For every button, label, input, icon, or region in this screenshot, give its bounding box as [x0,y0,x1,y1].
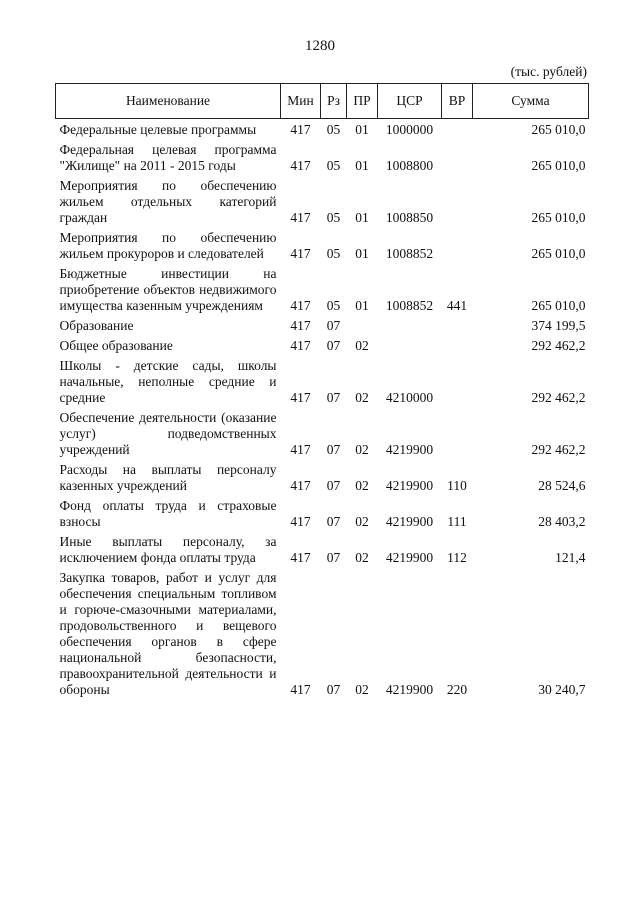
row-sum: 292 462,2 [531,338,586,353]
row-csr: 4219900 [385,550,434,565]
table-row [56,119,589,140]
row-rz: 07 [326,442,341,457]
row-name: Школы - детские сады, школы начальные, неполные средние и средние [59,358,277,405]
row-rz: 05 [326,210,341,225]
row-sum: 265 010,0 [531,210,586,225]
row-sum: 292 462,2 [531,390,586,405]
header-min: Мин [281,84,321,119]
row-rz: 05 [326,122,341,137]
row-name: Бюджетные инвестиции на приобретение объектов недвижимого имущества казенным учреждениям [59,266,277,313]
row-pr: 02 [355,550,369,565]
row-csr: 1008850 [385,210,434,225]
row-csr: 4210000 [385,390,434,405]
header-vr: ВР [442,84,473,119]
row-pr: 02 [355,478,369,493]
row-rz: 07 [326,514,341,529]
row-vr [442,407,473,459]
row-csr [378,315,442,335]
row-name: Общее образование [59,338,173,353]
row-pr: 01 [355,246,369,261]
row-pr: 02 [355,442,369,457]
row-pr: 01 [355,122,369,137]
row-name: Образование [59,318,134,333]
table-row [56,315,589,335]
table-row [56,227,589,263]
row-sum: 265 010,0 [531,158,586,173]
table-row [56,263,589,315]
row-min: 417 [290,246,311,261]
budget-table [55,83,589,699]
row-min: 417 [290,514,311,529]
header-sum: Сумма [473,84,589,119]
row-min: 417 [290,298,311,313]
header-rz: Рз [321,84,347,119]
page-number: 1280 [305,38,335,54]
row-name: Закупка товаров, работ и услуг для обеспечения специальным топливом и горюче-смазочными материалами, продовольственного и вещевого обеспечения органов в сфере национальной безопасности, правоохранительной деятельности и обороны [59,570,277,697]
row-min: 417 [290,338,311,353]
table-row [56,531,589,567]
row-pr [347,315,378,335]
row-vr [442,119,473,140]
row-pr: 02 [355,682,369,697]
row-sum: 30 240,7 [538,682,586,697]
header-name: Наименование [56,84,281,119]
row-sum: 265 010,0 [531,122,586,137]
row-csr: 1008800 [385,158,434,173]
row-vr [442,139,473,175]
row-rz: 07 [326,338,341,353]
row-vr: 441 [446,298,468,313]
row-sum: 28 524,6 [538,478,586,493]
row-sum: 265 010,0 [531,298,586,313]
row-rz: 07 [326,550,341,565]
row-csr: 4219900 [385,682,434,697]
row-csr: 4219900 [385,514,434,529]
row-pr: 02 [355,390,369,405]
row-sum: 28 403,2 [538,514,586,529]
row-min: 417 [290,550,311,565]
table-row [56,495,589,531]
row-min: 417 [290,210,311,225]
row-name: Мероприятия по обеспечению жильем прокуроров и следователей [59,230,277,261]
row-sum: 121,4 [555,550,586,565]
row-rz: 05 [326,298,341,313]
row-min: 417 [290,478,311,493]
row-vr: 220 [446,682,468,697]
row-vr [442,355,473,407]
row-sum: 265 010,0 [531,246,586,261]
row-vr [442,175,473,227]
units-label: (тыс. рублей) [510,64,587,79]
header-csr: ЦСР [378,84,442,119]
row-csr: 4219900 [385,442,434,457]
row-vr [442,335,473,355]
row-pr: 01 [355,158,369,173]
table-row [56,139,589,175]
table-row [56,567,589,699]
row-pr: 01 [355,298,369,313]
row-csr: 1008852 [385,298,434,313]
row-name: Иные выплаты персоналу, за исключением фонда оплаты труда [59,534,277,565]
table-row [56,355,589,407]
row-name: Обеспечение деятельности (оказание услуг) подведомственных учреждений [59,410,277,457]
table-row [56,175,589,227]
row-vr: 111 [447,514,467,529]
row-csr: 1008852 [385,246,434,261]
row-rz: 05 [326,246,341,261]
row-sum: 374 199,5 [531,318,586,333]
row-vr: 110 [447,478,467,493]
row-csr [378,335,442,355]
header-pr: ПР [347,84,378,119]
row-name: Федеральные целевые программы [59,122,257,137]
row-vr [442,227,473,263]
row-vr [442,315,473,335]
row-rz: 07 [326,318,341,333]
row-rz: 07 [326,478,341,493]
row-min: 417 [290,442,311,457]
row-pr: 02 [355,338,369,353]
row-vr: 112 [447,550,467,565]
row-rz: 07 [326,390,341,405]
row-rz: 07 [326,682,341,697]
row-name: Расходы на выплаты персоналу казенных учреждений [59,462,277,493]
row-sum: 292 462,2 [531,442,586,457]
row-name: Фонд оплаты труда и страховые взносы [59,498,277,529]
row-pr: 02 [355,514,369,529]
row-name: Мероприятия по обеспечению жильем отдельных категорий граждан [59,178,277,225]
row-csr: 4219900 [385,478,434,493]
table-row [56,335,589,355]
row-min: 417 [290,158,311,173]
row-min: 417 [290,682,311,697]
row-min: 417 [290,318,311,333]
row-csr: 1000000 [385,122,434,137]
table-row [56,459,589,495]
row-min: 417 [290,122,311,137]
row-pr: 01 [355,210,369,225]
row-rz: 05 [326,158,341,173]
table-row [56,407,589,459]
row-name: Федеральная целевая программа "Жилище" на 2011 - 2015 годы [59,142,277,173]
row-min: 417 [290,390,311,405]
table-header-row [56,84,589,119]
